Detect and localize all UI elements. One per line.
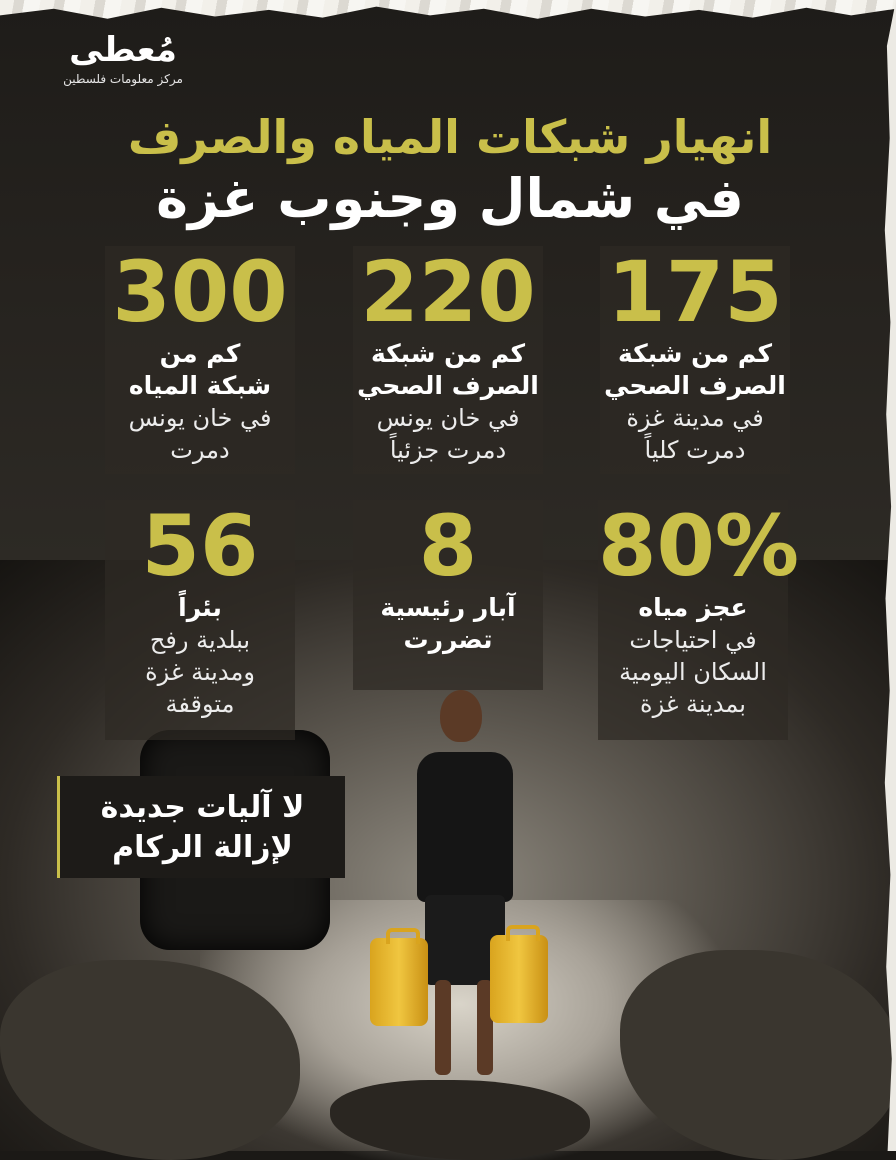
stat-detail-line: متوقفة <box>165 690 235 718</box>
brand-logo <box>58 30 188 86</box>
stat-number: 220 <box>360 243 536 341</box>
stat-detail <box>598 624 788 720</box>
stat-label-line: بئراً <box>178 593 222 622</box>
stat-detail-line: دمرت <box>170 436 230 464</box>
stat-number: 56 <box>141 497 259 595</box>
stat-card-stopped-wells <box>105 497 295 740</box>
stat-number: 8 <box>418 497 478 595</box>
stat-card-khanyounis-sewage <box>353 243 543 474</box>
stat-detail-line: دمرت كلياً <box>644 436 746 464</box>
stat-label <box>353 338 543 402</box>
stat-number: 175 <box>607 243 783 341</box>
stat-detail <box>600 402 790 466</box>
stat-detail-line: السكان اليومية <box>619 658 767 686</box>
stat-detail-line: ببلدية رفح <box>149 626 251 654</box>
note-line-2: لإزالة الركام <box>112 830 293 865</box>
stat-label-line: كم من شبكة <box>370 339 526 368</box>
headline-line-1: انهيار شبكات المياه والصرف <box>127 110 773 164</box>
stat-label <box>105 592 295 624</box>
boy-carrying-water-cans <box>395 690 535 1100</box>
boy-head <box>440 690 482 742</box>
stat-detail-line: بمدينة غزة <box>640 690 746 718</box>
water-can-left <box>370 938 428 1026</box>
water-can-right <box>490 935 548 1023</box>
stat-card-khanyounis-water <box>105 243 295 474</box>
stat-label-line: كم من شبكة <box>617 339 773 368</box>
boy-shirt <box>417 752 513 902</box>
boy-leg-left <box>435 980 451 1075</box>
stat-detail <box>105 624 295 720</box>
stat-label-line: شبكة المياه <box>128 371 272 400</box>
stat-label-line: كم من <box>159 339 241 368</box>
stat-label <box>105 338 295 402</box>
stat-label-line: الصرف الصحي <box>357 371 539 400</box>
stat-detail-line: في خان يونس <box>128 404 272 432</box>
stat-label-line: عجز مياه <box>638 593 748 622</box>
logo-tagline: مركز معلومات فلسطين <box>63 72 183 86</box>
stat-detail-line: ومدينة غزة <box>145 658 255 686</box>
stat-label <box>600 338 790 402</box>
stat-detail <box>105 402 295 466</box>
stat-label-line: آبار رئيسية <box>380 593 516 622</box>
stat-detail-line: دمرت جزئياً <box>389 436 507 464</box>
stat-detail-line: في خان يونس <box>376 404 520 432</box>
stat-card-water-deficit <box>598 497 800 740</box>
note-line-1: لا آليات جديدة <box>100 790 305 825</box>
stat-number: 80% <box>598 497 800 595</box>
stat-number: 300 <box>112 243 288 341</box>
stat-label-line: الصرف الصحي <box>604 371 786 400</box>
stat-label-line: تضررت <box>403 625 493 654</box>
rubble-machinery-note <box>57 776 345 878</box>
stat-card-main-wells <box>353 497 543 690</box>
stat-label <box>598 592 788 624</box>
stat-detail-line: في احتياجات <box>629 626 757 654</box>
stat-label <box>353 592 543 656</box>
stat-card-gaza-sewage <box>600 243 790 474</box>
stat-detail <box>353 402 543 466</box>
stat-detail-line: في مدينة غزة <box>626 404 764 432</box>
logo-name: مُعطى <box>69 30 177 70</box>
headline-line-2: في شمال وجنوب غزة <box>156 167 744 230</box>
